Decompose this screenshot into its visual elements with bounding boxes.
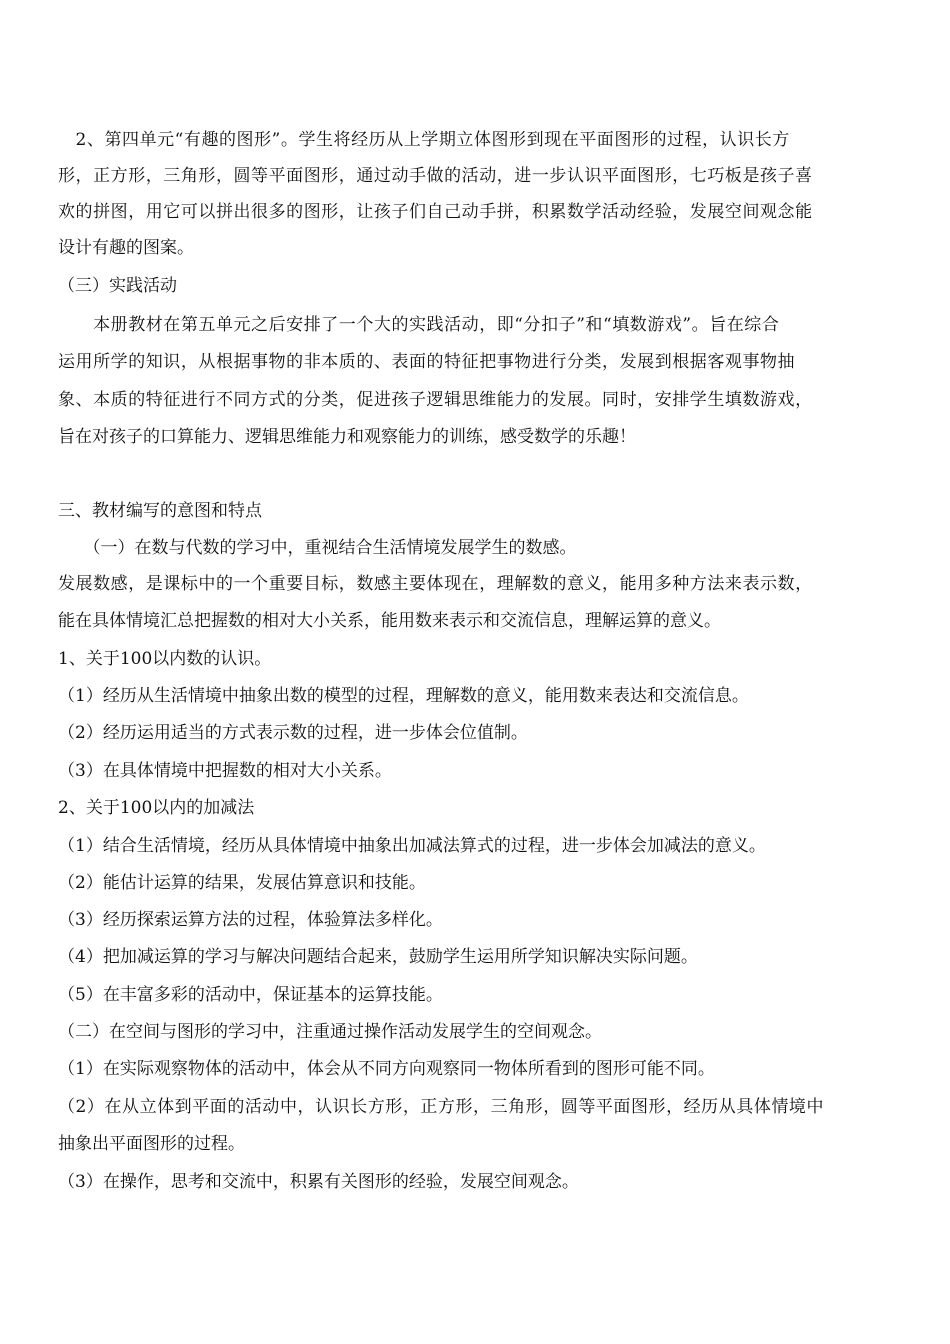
practice-paragraph-line-1: 本册教材在第五单元之后安排了一个大的实践活动，即“分扣子”和“填数游戏”。旨在综合 bbox=[58, 315, 780, 335]
item-2-point-3: （3）经历探索运算方法的过程，体验算法多样化。 bbox=[58, 910, 443, 930]
item-1-point-1: （1）经历从生活情境中抽象出数的模型的过程，理解数的意义，能用数来表达和交流信息。 bbox=[58, 686, 749, 706]
space-shape-point-2-line-2: 抽象出平面图形的过程。 bbox=[58, 1134, 245, 1154]
practice-paragraph-line-3: 象、本质的特征进行不同方式的分类，促进孩子逻辑思维能力的发展。同时，安排学生填数游戏， bbox=[58, 390, 813, 410]
section-three-heading: 三、教材编写的意图和特点 bbox=[58, 501, 262, 521]
item-2-point-5: （5）在丰富多彩的活动中，保证基本的运算技能。 bbox=[58, 985, 443, 1005]
number-sense-line-1: 发展数感，是课标中的一个重要目标，数感主要体现在，理解数的意义，能用多种方法来表示数， bbox=[58, 574, 813, 594]
practice-paragraph-line-4: 旨在对孩子的口算能力、逻辑思维能力和观察能力的训练，感受数学的乐趣！ bbox=[58, 427, 636, 447]
item-2-heading: 2、关于100以内的加减法 bbox=[58, 798, 255, 818]
space-shape-point-1: （1）在实际观察物体的活动中，体会从不同方向观察同一物体所看到的图形可能不同。 bbox=[58, 1059, 715, 1079]
item-1-heading: 1、关于100以内数的认识。 bbox=[58, 649, 272, 669]
item-2-point-1: （1）结合生活情境，经历从具体情境中抽象出加减法算式的过程，进一步体会加减法的意义。 bbox=[58, 836, 766, 856]
number-algebra-subheading: （一）在数与代数的学习中，重视结合生活情境发展学生的数感。 bbox=[58, 538, 577, 558]
unit4-paragraph-line-1: 2、第四单元“有趣的图形”。学生将经历从上学期立体图形到现在平面图形的过程，认识长方 bbox=[58, 130, 790, 150]
space-shape-point-3: （3）在操作，思考和交流中，积累有关图形的经验，发展空间观念。 bbox=[58, 1172, 579, 1192]
item-2-point-2: （2）能估计运算的结果，发展估算意识和技能。 bbox=[58, 873, 426, 893]
practice-paragraph-line-2: 运用所学的知识，从根据事物的非本质的、表面的特征把事物进行分类，发展到根据客观事物抽 bbox=[58, 352, 796, 372]
item-1-point-2: （2）经历运用适当的方式表示数的过程，进一步体会位值制。 bbox=[58, 723, 528, 743]
practice-activity-heading: （三）实践活动 bbox=[58, 276, 177, 296]
unit4-paragraph-line-4: 设计有趣的图案。 bbox=[58, 238, 194, 258]
space-shape-subheading: （二）在空间与图形的学习中，注重通过操作活动发展学生的空间观念。 bbox=[58, 1022, 602, 1042]
item-2-point-4: （4）把加减运算的学习与解决问题结合起来，鼓励学生运用所学知识解决实际问题。 bbox=[58, 947, 698, 967]
unit4-paragraph-line-3: 欢的拼图，用它可以拼出很多的图形，让孩子们自己动手拼，积累数学活动经验，发展空间观念能 bbox=[58, 202, 813, 222]
space-shape-point-2-line-1: （2）在从立体到平面的活动中，认识长方形，正方形，三角形，圆等平面图形，经历从具体情境中 bbox=[58, 1097, 825, 1117]
item-1-point-3: （3）在具体情境中把握数的相对大小关系。 bbox=[58, 761, 392, 781]
unit4-paragraph-line-2: 形，正方形，三角形，圆等平面图形，通过动手做的活动，进一步认识平面图形，七巧板是孩子喜 bbox=[58, 166, 813, 186]
number-sense-line-2: 能在具体情境汇总把握数的相对大小关系，能用数来表示和交流信息，理解运算的意义。 bbox=[58, 611, 721, 631]
